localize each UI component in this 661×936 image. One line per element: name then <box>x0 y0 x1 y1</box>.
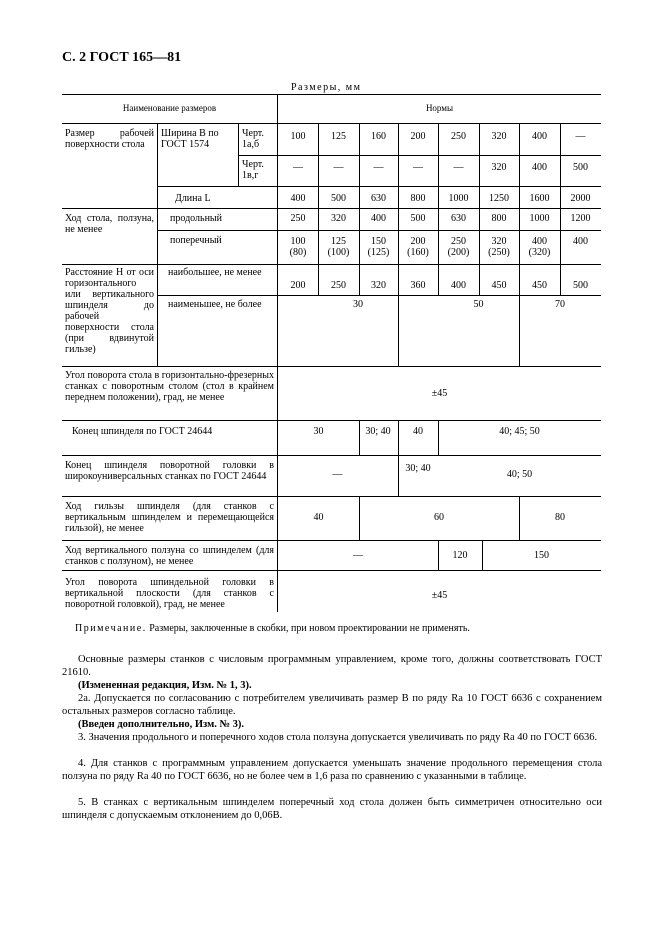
table-rule <box>277 94 278 612</box>
fig1ab-value: 250 <box>451 131 466 142</box>
table-caption: Размеры, мм <box>291 82 362 93</box>
legacy-value: (80) <box>289 247 307 258</box>
paragraph-2a: 2а. Допускается по согласованию с потребителем увеличивать размер B по ряду Ra 10 ГОСТ 6636 с сохранением остальных размеров согласно таблице. <box>62 693 602 717</box>
legacy-value: (125) <box>367 247 390 258</box>
fig1vg-value: — <box>453 162 464 173</box>
spindle-end-value: 40 <box>413 426 423 437</box>
table-rule <box>238 155 601 156</box>
longitudinal-value: 1000 <box>529 213 550 224</box>
min-distance-value: 50 <box>473 299 484 310</box>
table-rule <box>438 123 439 295</box>
spindle-end-value: 30; 40 <box>365 426 391 437</box>
table-rule <box>158 230 601 231</box>
spindle-end-value: 30 <box>313 426 324 437</box>
length-value: 1600 <box>529 193 550 204</box>
legacy-value: (320) <box>528 247 551 258</box>
row-work-surface-name: Размер рабочей поверхности стола <box>65 128 154 150</box>
transverse-value: 100 (80) <box>289 236 307 258</box>
table-rule <box>398 420 399 496</box>
row-width-label: Ширина B по ГОСТ 1574 <box>161 128 219 150</box>
fig1vg-value: — <box>413 162 423 173</box>
transverse-value: 400 (320) <box>528 236 551 258</box>
longitudinal-value: 400 <box>371 213 386 224</box>
fig1ab-value: 200 <box>410 131 426 142</box>
row-head-rotation-name: Угол поворота шпиндельной головки в вертикальной плоскости (для станков с поворотной головкой), град, не менее <box>65 577 274 610</box>
fig1vg-value: — <box>373 162 384 173</box>
fig1ab-value: 160 <box>371 131 386 142</box>
length-value: 400 <box>290 193 306 204</box>
length-value: 1250 <box>489 193 509 204</box>
table-rule <box>519 123 520 295</box>
row-transverse-label: поперечный <box>170 235 222 246</box>
longitudinal-value: 500 <box>410 213 426 224</box>
table-rule <box>62 208 601 209</box>
fig1ab-value: 320 <box>491 131 507 142</box>
transverse-value: 320 (250) <box>488 236 510 258</box>
row-table-rotation-value: ±45 <box>431 388 448 399</box>
row-max-label: наибольшее, не менее <box>168 267 262 278</box>
table-rule <box>359 123 360 295</box>
row-min-label: наименьшее, не более <box>168 299 262 310</box>
row-ram-travel-name: Ход вертикального ползуна со шпинделем (для станков с ползуном), не менее <box>65 545 274 567</box>
max-distance-value: 450 <box>532 280 547 291</box>
row-table-rotation-name: Угол поворота стола в горизонтально-фрезерных станках с поворотным столом (стол в крайнем переднем положении), град, не менее <box>65 370 274 403</box>
row-table-travel-name: Ход стола, ползуна, не менее <box>65 213 154 235</box>
min-distance-value: 30 <box>353 299 363 310</box>
column-header-names: Наименование размеров <box>122 103 217 113</box>
table-rule <box>158 295 601 296</box>
table-rule <box>398 123 399 295</box>
table-rule <box>359 420 360 455</box>
max-distance-value: 360 <box>410 280 426 291</box>
longitudinal-value: 630 <box>451 213 466 224</box>
paragraph-5: 5. В станках с вертикальным шпинделем поперечный ход стола должен быть симметричен относительно оси шпинделя с допускаемым отклонением до 0,06B. <box>62 797 602 821</box>
fig1vg-value: — <box>293 162 303 173</box>
row-head-rotation-value: ±45 <box>431 590 448 601</box>
longitudinal-value: 250 <box>290 213 306 224</box>
table-rule <box>158 186 601 187</box>
paragraph-3: 3. Значения продольного и поперечного ходов стола ползуна допускается увеличивать по ряду Ra 40 по ГОСТ 6636. <box>78 732 598 743</box>
row-length-label: Длина L <box>175 193 211 204</box>
table-note <box>75 623 470 634</box>
paragraph-4: 4. Для станков с программным управлением допускается уменьшать значение продольного перемещения стола ползуна по ряду Ra 40 по ГОСТ 6636, но не более чем в 1,6 раза по сравнению с указанными в таблице. <box>62 758 602 782</box>
max-distance-value: 250 <box>331 280 346 291</box>
max-distance-value: 200 <box>290 280 306 291</box>
longitudinal-value: 1200 <box>570 213 591 224</box>
length-value: 800 <box>410 193 426 204</box>
table-rule <box>482 540 483 570</box>
fig1vg-value: 500 <box>573 162 588 173</box>
row-distance-h-name: Расстояние H от оси горизонтального или вертикального шпинделя до рабочей поверхности стола (при вдвинутой гильзе) <box>65 267 154 355</box>
quill-travel-value: 40 <box>313 512 324 523</box>
max-distance-value: 320 <box>371 280 386 291</box>
fig1ab-value: 100 <box>290 131 306 142</box>
transverse-value: 250 (200) <box>447 236 470 258</box>
length-value: 2000 <box>570 193 591 204</box>
transverse-value: 200 (160) <box>407 236 429 258</box>
note-text: Размеры, заключенные в скобки, при новом проектировании не применять. <box>149 623 470 634</box>
legacy-value: (100) <box>327 247 350 258</box>
paragraph-1-edition: (Измененная редакция, Изм. № 1, 3). <box>78 680 252 691</box>
table-rule <box>519 496 520 540</box>
table-rule <box>438 420 439 455</box>
column-header-norms: Нормы <box>425 103 454 113</box>
transverse-value: 150 (125) <box>367 236 390 258</box>
fig1ab-value: 400 <box>532 131 547 142</box>
table-rule <box>62 420 601 421</box>
table-rule <box>62 496 601 497</box>
head-spindle-end-value: 30; 40 <box>405 463 431 474</box>
fig1vg-value: 320 <box>491 162 507 173</box>
table-rule <box>560 123 561 295</box>
legacy-value: (250) <box>488 247 510 258</box>
head-spindle-end-value: 40; 50 <box>506 469 533 480</box>
table-rule <box>62 540 601 541</box>
legacy-value: (200) <box>447 247 470 258</box>
transverse-value: 400 <box>573 236 588 247</box>
row-head-spindle-end-name: Конец шпинделя поворотной головки в широкоуниверсальных станках по ГОСТ 24644 <box>65 460 274 482</box>
table-rule <box>519 295 520 366</box>
quill-travel-value: 80 <box>555 512 565 523</box>
transverse-value: 125 (100) <box>327 236 350 258</box>
row-longitudinal-label: продольный <box>170 213 222 224</box>
table-rule <box>359 496 360 540</box>
fig1vg-value: — <box>333 162 344 173</box>
row-quill-travel-name: Ход гильзы шпинделя (для станков с вертикальным шпинделем и перемещающейся гильзой), не менее <box>65 501 274 534</box>
table-rule <box>62 123 601 124</box>
row-spindle-end-name: Конец шпинделя по ГОСТ 24644 <box>72 426 213 437</box>
table-rule <box>479 123 480 295</box>
note-label: Примечание. <box>75 623 147 634</box>
paragraph-1: Основные размеры станков с числовым программным управлением, кроме того, должны соответствовать ГОСТ 21610. <box>62 654 602 678</box>
ram-travel-value: 120 <box>452 550 468 561</box>
table-rule <box>62 264 601 265</box>
longitudinal-value: 800 <box>491 213 507 224</box>
ram-travel-value: 150 <box>534 550 549 561</box>
table-rule <box>238 123 239 186</box>
length-value: 500 <box>331 193 346 204</box>
fig1ab-value: 125 <box>331 131 346 142</box>
quill-travel-value: 60 <box>434 512 444 523</box>
row-fig1vg-label: Черт. 1в,г <box>242 159 264 181</box>
table-rule <box>157 123 158 366</box>
table-rule <box>62 455 601 456</box>
table-rule <box>62 570 601 571</box>
table-rule <box>62 366 601 367</box>
max-distance-value: 500 <box>573 280 588 291</box>
length-value: 630 <box>371 193 386 204</box>
legacy-value: (160) <box>407 247 429 258</box>
min-distance-value: 70 <box>555 299 565 310</box>
fig1ab-value: — <box>575 131 586 142</box>
ram-travel-value: — <box>353 550 363 561</box>
table-rule <box>318 123 319 295</box>
table-rule <box>62 94 601 95</box>
length-value: 1000 <box>448 193 469 204</box>
paragraph-2a-edition: (Введен дополнительно, Изм. № 3). <box>78 719 245 730</box>
row-fig1ab-label: Черт. 1а,б <box>242 128 264 150</box>
max-distance-value: 400 <box>451 280 466 291</box>
spindle-end-value: 40; 45; 50 <box>499 426 540 437</box>
longitudinal-value: 320 <box>331 213 346 224</box>
head-spindle-end-value: — <box>332 469 343 480</box>
fig1vg-value: 400 <box>532 162 547 173</box>
max-distance-value: 450 <box>491 280 507 291</box>
table-rule <box>438 540 439 570</box>
page-header: С. 2 ГОСТ 165—81 <box>62 50 182 65</box>
table-rule <box>398 295 399 366</box>
